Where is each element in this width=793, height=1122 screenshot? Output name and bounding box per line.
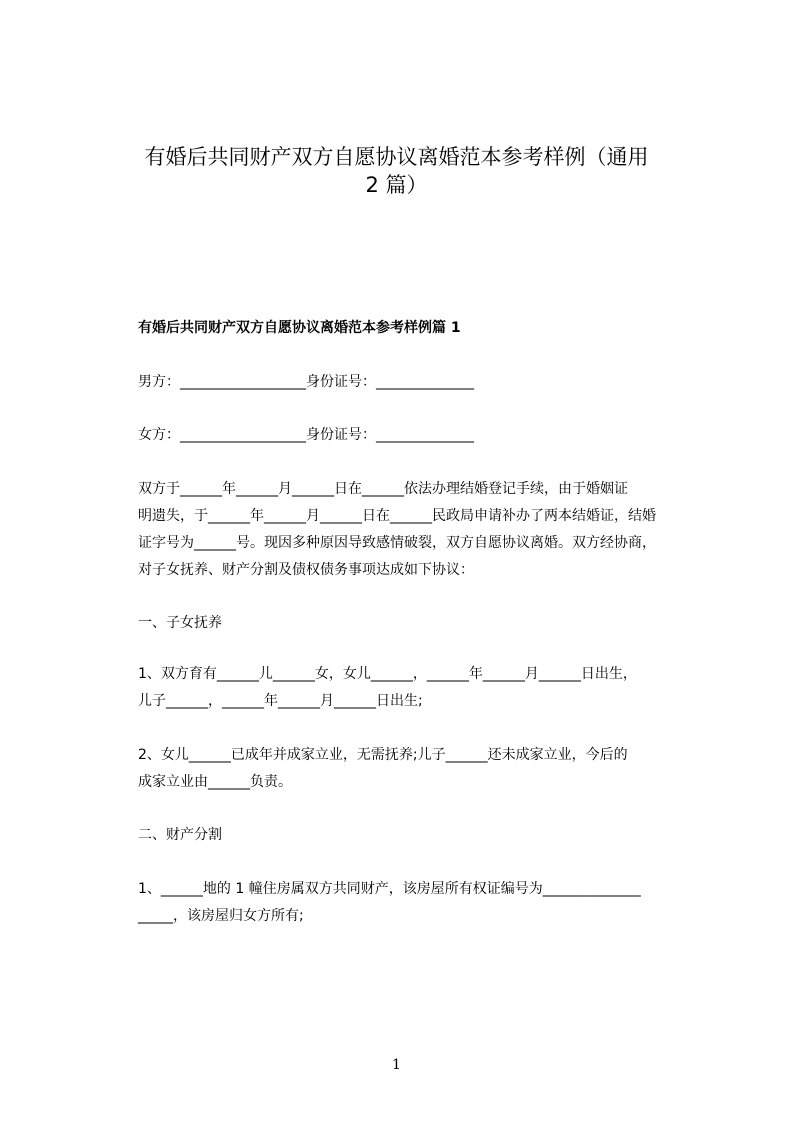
- property-division-heading: 二、财产分割: [138, 827, 222, 843]
- intro-paragraph-line-1: 双方于______年______月______日在______依法办理结婚登记手续，由于婚姻证: [138, 481, 628, 497]
- document-title-line-2: 2 篇）: [365, 173, 428, 197]
- document-title-line-1: 有婚后共同财产双方自愿协议离婚范本参考样例（通用: [144, 145, 649, 169]
- female-party-line: 女方：__________________身份证号：______________: [138, 427, 474, 443]
- property-item-1-line-1: 1、______地的 1 幢住房属双方共同财产，该房屋所有权证编号为______________: [138, 881, 641, 897]
- page-number: 1: [392, 1057, 401, 1073]
- intro-paragraph-line-4: 对子女抚养、财产分割及债权债务事项达成如下协议：: [138, 562, 474, 578]
- male-party-line: 男方：__________________身份证号：______________: [138, 374, 474, 390]
- property-item-1-line-2: _____，该房屋归女方所有;: [138, 908, 304, 924]
- child-item-1-line-2: 儿子______，______年______月______日出生;: [138, 693, 423, 709]
- child-support-heading: 一、子女抚养: [138, 615, 222, 631]
- child-item-2-line-2: 成家立业由______负责。: [138, 774, 292, 790]
- child-item-1-line-1: 1、双方育有______儿______女，女儿______，______年______月______日出生，: [138, 666, 637, 682]
- intro-paragraph-line-3: 证字号为______号。现因多种原因导致感情破裂，双方自愿协议离婚。双方经协商，: [138, 535, 656, 551]
- child-item-2-line-1: 2、女儿______已成年并成家立业，无需抚养;儿子______还未成家立业，今后的: [138, 747, 628, 763]
- intro-paragraph-line-2: 明遗失，于______年______月______日在______民政局申请补办了两本结婚证，结婚: [138, 508, 656, 524]
- section-heading: 有婚后共同财产双方自愿协议离婚范本参考样例篇 1: [138, 320, 461, 336]
